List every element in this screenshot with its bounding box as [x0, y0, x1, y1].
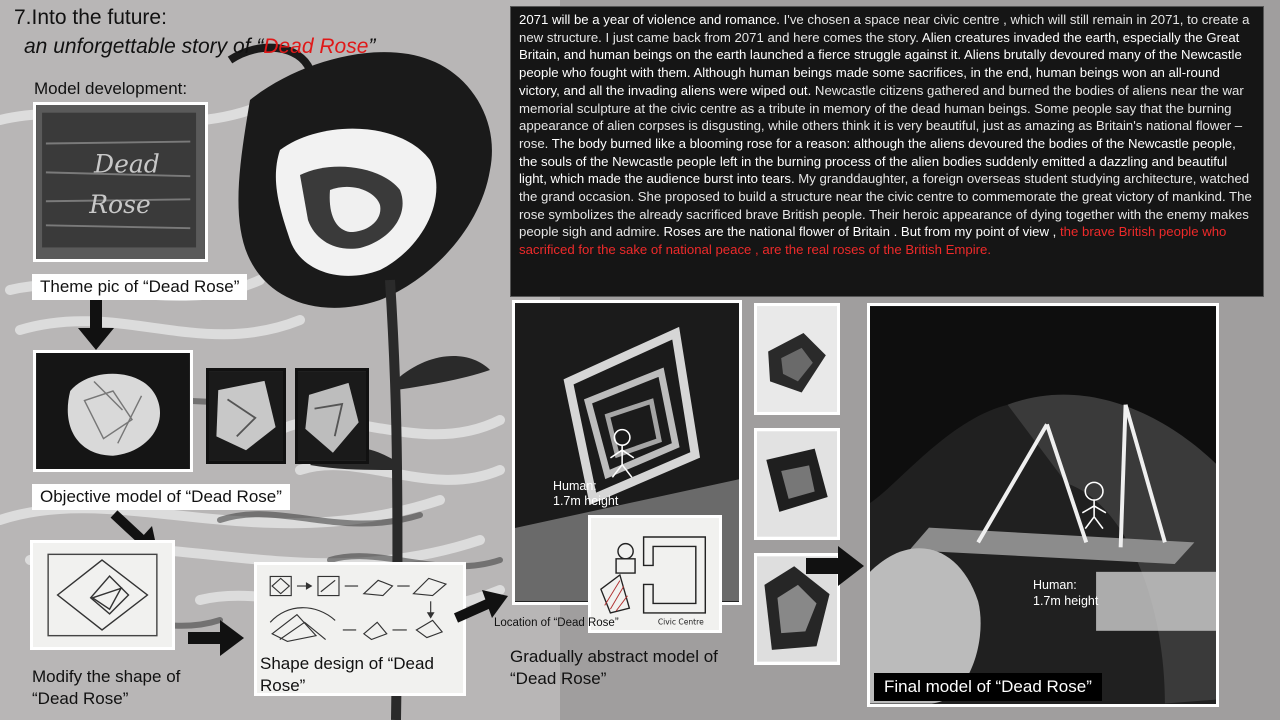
final-human-note-line-1: Human:: [1033, 578, 1077, 592]
story-souls: The body burned like a blooming rose for a reason: although the aliens devoured the bodies of the Newcastle people, the souls of the Newcastle people left in the burning process of the alien bodies suddenly emitted a dazzling and beautiful light, which made the audience burst into tears.: [519, 135, 1236, 187]
final-human-note-line-2: 1.7m height: [1033, 594, 1099, 608]
theme-pic-word-2: Rose: [89, 189, 151, 219]
objective-model-photo-3: [295, 368, 369, 464]
arrow-right-icon: [188, 620, 244, 656]
gradual-model-label: Gradually abstract model of “Dead Rose”: [510, 647, 718, 688]
theme-pic-label: Theme pic of “Dead Rose”: [32, 274, 247, 300]
page-title: 7.Into the future:: [14, 6, 167, 29]
final-model-image: [870, 306, 1216, 704]
modify-shape-label: Modify the shape of “Dead Rose”: [32, 667, 181, 708]
model-development-heading: Model development:: [34, 79, 188, 98]
story-invasion: Alien creatures invaded the earth, especially the Great Britain, and human beings on the earth launched a fierce struggle against it. Aliens brutally devoured many of the Newcastle people who fought with them. Although human beings made some sacrifices, in the end, human beings won an all-round victory, and all the invading aliens were wiped out.: [519, 29, 1242, 98]
subtitle-suffix: ”: [368, 35, 376, 58]
crumpled-paper-image: [36, 353, 190, 469]
crumpled-paper-image-2: [209, 371, 283, 461]
model-view-photo-1: [754, 303, 840, 415]
sketch-civic-centre-text: Civic Centre: [657, 617, 704, 627]
location-sketch: [588, 515, 722, 633]
arrow-down-icon: [78, 300, 114, 350]
modify-shape-sketch: [30, 540, 175, 650]
theme-pic-word-1: Dead: [94, 149, 160, 179]
shape-design-sketch: [254, 562, 466, 696]
subtitle-prefix: an unforgettable story of “: [24, 35, 264, 58]
final-model-label: Final model of “Dead Rose”: [874, 673, 1102, 701]
story-intro: 2071 will be a year of violence and romance.: [519, 12, 784, 27]
location-label: Location of “Dead Rose”: [494, 617, 619, 629]
crumpled-paper-image-3: [298, 371, 366, 461]
page-subtitle: [24, 34, 375, 60]
story-conclusion: the brave British people who sacrificed for the sake of national peace , are the real roses of the British Empire.: [519, 224, 1227, 258]
story-space: I've chosen a space near civic centre , which will still remain in 2071, to create a new structure. I just came back from 2071 and here comes the story.: [519, 12, 1250, 45]
model-view-image-2: [757, 431, 837, 537]
story-national-flower: Roses are the national flower of Britain . But from my point of view ,: [663, 224, 1060, 240]
story-burning: Newcastle citizens gathered and burned the bodies of aliens near the war memorial sculpture at the civic centre as a tribute in memory of the dead human beings. Some people say that the burning appearance of alien corpses is disgusting, while others think it is very beautiful, just as amazing as Britain's national flower – rose.: [519, 82, 1244, 151]
story-text-box: [510, 6, 1264, 297]
theme-pic-photo: [33, 102, 208, 262]
story-granddaughter: My granddaughter, a foreign overseas student studying architecture, watched the grand occasion. She proposed to build a structure near the civic centre to commemorate the great victory of mankind. The rose symbolizes the already sacrificed brave British people. Their heroic appearance of dying together with the enemy makes people sigh and admire.: [519, 171, 1252, 240]
location-map-image: [591, 518, 719, 630]
model-view-photo-2: [754, 428, 840, 540]
objective-model-photo: [33, 350, 193, 472]
shape-design-label: Shape design of “Dead Rose”: [260, 653, 466, 696]
objective-model-photo-2: [206, 368, 286, 464]
human-note-line-1: Human:: [553, 479, 597, 493]
arrow-to-final-icon: [806, 546, 864, 586]
human-note-line-2: 1.7m height: [553, 494, 619, 508]
final-model-photo: [867, 303, 1219, 707]
subtitle-highlight: Dead Rose: [263, 35, 369, 58]
modify-sketch-image: [33, 543, 172, 647]
theme-pic-image: [36, 105, 205, 259]
model-view-image-1: [757, 306, 837, 412]
objective-model-label: Objective model of “Dead Rose”: [32, 484, 290, 510]
